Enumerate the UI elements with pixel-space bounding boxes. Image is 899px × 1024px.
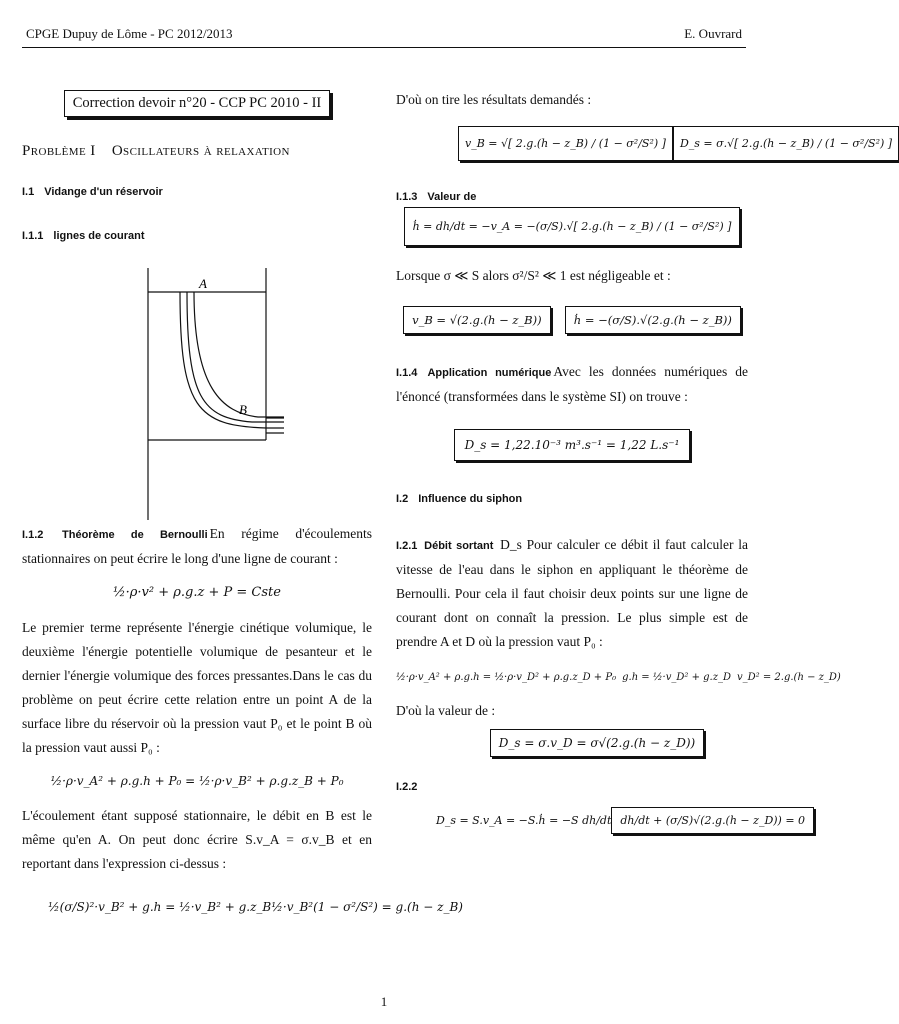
bernoulli-intro: En régime d'écoulements stationnaires on peut écrire le long d'une ligne de courant : <box>22 526 372 566</box>
equation-ad-row <box>396 672 841 683</box>
point-b-label: B <box>239 402 247 417</box>
equation-I22: D_s = S.v_A = −S.ḣ = −S dh/dt <box>436 814 612 827</box>
siphon-text: D_s Pour calculer ce débit il faut calculer la vitesse de l'eau dans le siphon en appliquant le théorème de Bernoulli. Pour cela il faut choisir deux points sur une ligne de courant dont on connaît la pression. Le plus simple est de prendre A et D où la pression vaut P₀ : <box>396 537 748 649</box>
approx-hdot: ḣ = −(σ/S).√(2.g.(h − z_B)) <box>565 306 741 334</box>
section-I14-label: Application numérique <box>427 367 552 379</box>
problem-name: Oscillateurs à relaxation <box>111 143 290 159</box>
problem-heading <box>22 143 372 160</box>
section-number: I.1 <box>22 186 35 198</box>
value-intro: D'où la valeur de : <box>396 703 496 718</box>
numeric-text: Avec les données numériques de l'énoncé (transformées dans le système SI) on trouve : <box>396 364 748 404</box>
equation-ab: ½·ρ·v_A² + ρ.g.h + P₀ = ½·ρ·v_B² + ρ.g.z_B + P₀ <box>50 774 344 788</box>
equation-row-final <box>22 900 463 914</box>
section-I14-number: I.1.4 <box>396 367 418 379</box>
result-numeric: D_s = 1,22.10⁻³ m³.s⁻¹ = 1,22 L.s⁻¹ <box>454 429 691 461</box>
section-I12-number: I.1.2 <box>22 529 44 541</box>
right-column <box>396 60 893 834</box>
section-number: I.1.3 <box>396 191 418 203</box>
approx-row <box>396 306 748 334</box>
problem-number: Problème I <box>22 143 96 159</box>
header-left: CPGE Dupuy de Lôme - PC 2012/2013 <box>26 26 233 41</box>
section-number: I.2 <box>396 493 409 505</box>
result-hdot: ḣ = dh/dt = −v_A = −(σ/S).√[ 2.g.(h − z_B) / (1 − σ²/S²) ] <box>404 207 741 246</box>
header-right: E. Ouvrard <box>684 26 742 41</box>
streamline-b <box>194 292 284 417</box>
section-I21-number: I.2.1 <box>396 540 418 552</box>
document-title: Correction devoir n°20 - CCP PC 2010 - II <box>64 90 331 117</box>
section-label: Valeur de <box>427 191 477 203</box>
equation-I22-row <box>396 807 806 834</box>
section-I13 <box>396 191 748 203</box>
point-a-label: A <box>199 276 207 291</box>
derive-intro: D'où on tire les résultats demandés : <box>396 92 592 107</box>
result-vb: v_B = √[ 2.g.(h − z_B) / (1 − σ²/S²) ] <box>458 126 673 161</box>
header-rule <box>22 47 746 48</box>
section-I21-label: Débit sortant <box>424 540 494 552</box>
result-numeric-wrap <box>396 429 748 461</box>
energy-paragraph: Le premier terme représente l'énergie cinétique volumique, le deuxième l'énergie potentielle volumique de pesanteur et le dernier l'énergie volumique des forces pressantes.Dans le cas du problème on peut écrire cette relation entre un point A de la surface libre du réservoir où la pression vaut P₀ et le point B où la pression vaut aussi P₀ : <box>22 620 372 755</box>
equation-substituted: ½(σ/S)²·v_B² + g.h = ½·v_B² + g.z_B <box>48 900 272 914</box>
section-label: Vidange d'un réservoir <box>44 186 163 198</box>
equation-ad-3: v_D² = 2.g.(h − z_D) <box>737 672 841 683</box>
approx-text: Lorsque σ ≪ S alors σ²/S² ≪ 1 est négligeable et : <box>396 268 671 283</box>
section-I22 <box>396 781 748 793</box>
section-label: lignes de courant <box>53 230 145 242</box>
page-number: 1 <box>380 994 388 1009</box>
results-row-1 <box>396 126 893 161</box>
section-number: I.1.1 <box>22 230 44 242</box>
section-number: I.2.2 <box>396 781 418 793</box>
result-ds: D_s = σ.√[ 2.g.(h − z_B) / (1 − σ²/S²) ] <box>673 126 899 161</box>
bernoulli-paragraph <box>22 522 372 571</box>
streamline-a <box>187 292 284 422</box>
section-I2 <box>396 493 748 505</box>
result-ds2: D_s = σ.v_D = σ√(2.g.(h − z_D)) <box>490 729 704 757</box>
equation-simplified: ½·v_B²(1 − σ²/S²) = g.(h − z_B) <box>271 900 463 914</box>
numeric-paragraph <box>396 360 748 409</box>
reservoir-figure <box>22 268 372 468</box>
flow-paragraph: L'écoulement étant supposé stationnaire, le débit en B est le même qu'en A. On peut donc écrire S.v_A = σ.v_B et en reportant dans l'expression ci-dessus : <box>22 808 372 871</box>
result-ds2-wrap <box>396 729 748 757</box>
section-label: Influence du siphon <box>418 493 523 505</box>
title-wrap <box>22 90 372 117</box>
equation-bernoulli: ½·ρ·v² + ρ.g.z + P = Cste <box>113 585 281 600</box>
approx-vb: v_B = √(2.g.(h − z_B)) <box>403 306 551 334</box>
result-I22: dh/dt + (σ/S)√(2.g.(h − z_D)) = 0 <box>611 807 814 834</box>
section-I12-label: Théorème de Bernoulli <box>62 529 208 541</box>
result-hdot-wrap <box>396 207 748 246</box>
equation-ad-2: g.h = ½·v_D² + g.z_D <box>622 672 732 683</box>
streamline-c <box>180 292 284 428</box>
siphon-paragraph <box>396 533 748 654</box>
section-I1 <box>22 186 372 198</box>
section-I11 <box>22 230 372 242</box>
equation-ad-1: ½·ρ·v_A² + ρ.g.h = ½·ρ·v_D² + ρ.g.z_D + P₀ <box>396 672 617 683</box>
